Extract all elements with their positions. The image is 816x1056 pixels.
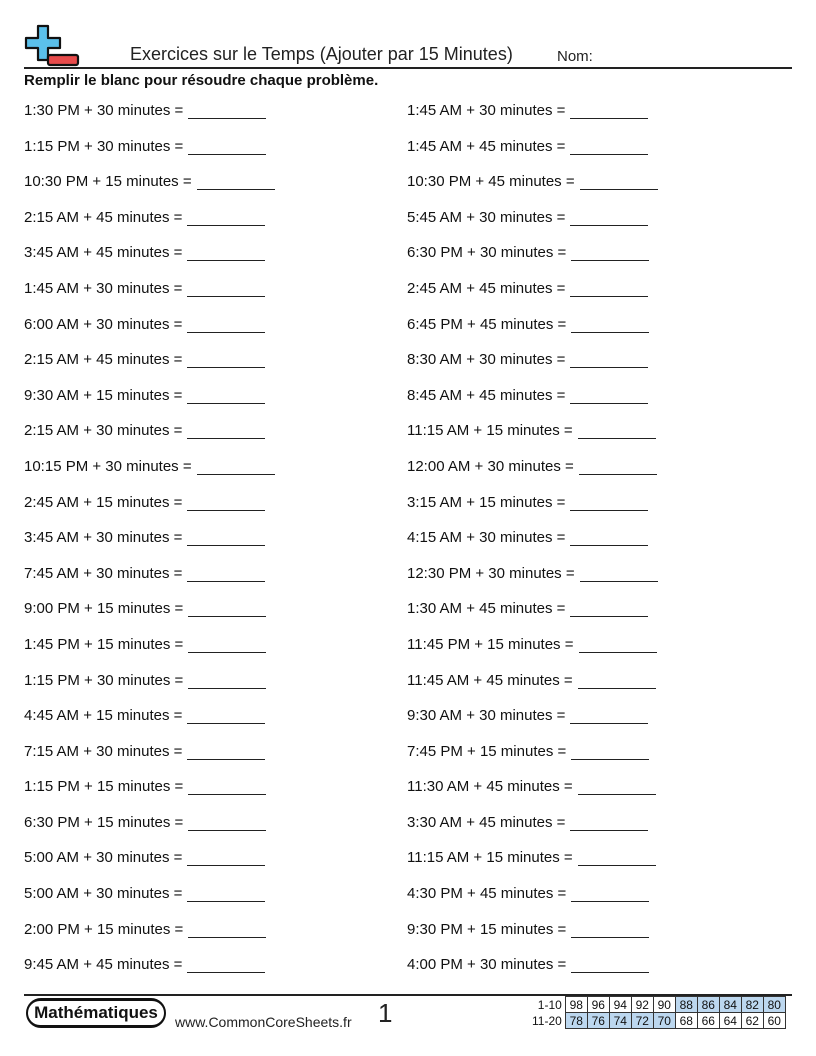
problem-text: 7:45 AM + 30 minutes = bbox=[24, 564, 183, 582]
problem-left bbox=[24, 529, 265, 546]
problem-row bbox=[24, 596, 792, 632]
answer-blank[interactable] bbox=[187, 707, 265, 724]
problem-right bbox=[407, 458, 657, 475]
instructions: Remplir le blanc pour résoudre chaque problème. bbox=[24, 72, 379, 89]
problem-text: 5:00 AM + 30 minutes = bbox=[24, 885, 183, 903]
answer-blank[interactable] bbox=[187, 529, 265, 546]
problem-right bbox=[407, 565, 658, 582]
problem-text: 4:00 PM + 30 minutes = bbox=[407, 956, 567, 974]
problem-text: 1:15 PM + 15 minutes = bbox=[24, 778, 184, 796]
problem-text: 11:45 AM + 45 minutes = bbox=[407, 671, 573, 689]
page-title: Exercices sur le Temps (Ajouter par 15 Minutes) bbox=[130, 44, 513, 64]
answer-blank[interactable] bbox=[579, 636, 657, 653]
score-row bbox=[530, 997, 785, 1013]
page-number: 1 bbox=[378, 998, 393, 1028]
problem-row bbox=[24, 632, 792, 668]
problem-row bbox=[24, 774, 792, 810]
problem-list bbox=[24, 98, 792, 988]
answer-blank[interactable] bbox=[570, 387, 648, 404]
problem-left bbox=[24, 565, 265, 582]
problem-text: 1:45 AM + 30 minutes = bbox=[24, 279, 183, 297]
problem-left bbox=[24, 778, 266, 795]
problem-text: 2:45 AM + 45 minutes = bbox=[407, 279, 566, 297]
problem-row bbox=[24, 668, 792, 704]
score-row-label: 1-10 bbox=[537, 997, 562, 1012]
answer-blank[interactable] bbox=[197, 173, 275, 190]
problem-text: 10:30 PM + 45 minutes = bbox=[407, 173, 575, 191]
problem-right bbox=[407, 387, 648, 404]
problem-text: 9:45 AM + 45 minutes = bbox=[24, 956, 183, 974]
problem-row bbox=[24, 169, 792, 205]
problem-text: 11:15 AM + 15 minutes = bbox=[407, 422, 573, 440]
problem-text: 6:45 PM + 45 minutes = bbox=[407, 315, 567, 333]
problem-row bbox=[24, 561, 792, 597]
answer-blank[interactable] bbox=[187, 209, 265, 226]
problem-row bbox=[24, 276, 792, 312]
answer-blank[interactable] bbox=[187, 244, 265, 261]
answer-blank[interactable] bbox=[571, 956, 649, 973]
problem-row bbox=[24, 312, 792, 348]
answer-blank[interactable] bbox=[571, 244, 649, 261]
problem-right bbox=[407, 956, 649, 973]
problem-row bbox=[24, 205, 792, 241]
problem-left bbox=[24, 102, 266, 119]
problem-row bbox=[24, 703, 792, 739]
answer-blank[interactable] bbox=[570, 209, 648, 226]
problem-text: 12:30 PM + 30 minutes = bbox=[407, 564, 575, 582]
problem-row bbox=[24, 952, 792, 988]
problem-row bbox=[24, 98, 792, 134]
answer-blank[interactable] bbox=[197, 458, 275, 475]
answer-blank[interactable] bbox=[570, 529, 648, 546]
problem-left bbox=[24, 209, 265, 226]
problem-row bbox=[24, 418, 792, 454]
problem-text: 10:15 PM + 30 minutes = bbox=[24, 457, 192, 475]
score-cell: 82 bbox=[741, 997, 763, 1013]
problem-text: 2:15 AM + 30 minutes = bbox=[24, 422, 183, 440]
problem-row bbox=[24, 881, 792, 917]
problem-row bbox=[24, 917, 792, 953]
answer-blank[interactable] bbox=[187, 885, 265, 902]
problem-right bbox=[407, 494, 648, 511]
problem-left bbox=[24, 422, 265, 439]
problem-text: 1:30 PM + 30 minutes = bbox=[24, 102, 184, 119]
answer-blank[interactable] bbox=[188, 138, 266, 155]
problem-row bbox=[24, 240, 792, 276]
problem-text: 4:45 AM + 15 minutes = bbox=[24, 707, 183, 725]
problem-text: 6:00 AM + 30 minutes = bbox=[24, 315, 183, 333]
answer-blank[interactable] bbox=[571, 885, 649, 902]
answer-blank[interactable] bbox=[188, 600, 266, 617]
score-table bbox=[530, 996, 786, 1029]
problem-text: 7:15 AM + 30 minutes = bbox=[24, 742, 183, 760]
answer-blank[interactable] bbox=[187, 280, 265, 297]
problem-left bbox=[24, 956, 265, 973]
answer-blank[interactable] bbox=[571, 921, 649, 938]
problem-row bbox=[24, 490, 792, 526]
answer-blank[interactable] bbox=[570, 814, 648, 831]
problem-left bbox=[24, 351, 265, 368]
site-url: www.CommonCoreSheets.fr bbox=[175, 1014, 352, 1030]
problem-right bbox=[407, 636, 657, 653]
score-cell: 60 bbox=[763, 1013, 785, 1029]
score-cell: 86 bbox=[697, 997, 719, 1013]
problem-text: 2:45 AM + 15 minutes = bbox=[24, 493, 183, 511]
answer-blank[interactable] bbox=[570, 280, 648, 297]
problem-row bbox=[24, 454, 792, 490]
problem-text: 4:15 AM + 30 minutes = bbox=[407, 529, 566, 547]
score-cell: 66 bbox=[697, 1013, 719, 1029]
answer-blank[interactable] bbox=[580, 565, 658, 582]
answer-blank[interactable] bbox=[578, 849, 656, 866]
problem-row bbox=[24, 383, 792, 419]
score-cell: 68 bbox=[675, 1013, 697, 1029]
problem-text: 9:30 PM + 15 minutes = bbox=[407, 920, 567, 938]
answer-blank[interactable] bbox=[188, 102, 266, 119]
problem-right bbox=[407, 422, 656, 439]
problem-text: 2:15 AM + 45 minutes = bbox=[24, 351, 183, 369]
problem-text: 6:30 PM + 15 minutes = bbox=[24, 813, 184, 831]
problem-left bbox=[24, 600, 266, 617]
problem-text: 4:30 PM + 45 minutes = bbox=[407, 885, 567, 903]
problem-text: 12:00 AM + 30 minutes = bbox=[407, 457, 574, 475]
problem-text: 8:30 AM + 30 minutes = bbox=[407, 351, 566, 369]
problem-left bbox=[24, 280, 265, 297]
problem-text: 9:00 PM + 15 minutes = bbox=[24, 600, 184, 618]
score-cell: 94 bbox=[609, 997, 631, 1013]
score-cell: 80 bbox=[763, 997, 785, 1013]
problem-row bbox=[24, 525, 792, 561]
problem-right bbox=[407, 351, 648, 368]
problem-right bbox=[407, 814, 648, 831]
problem-text: 1:45 PM + 15 minutes = bbox=[24, 635, 184, 653]
problem-text: 10:30 PM + 15 minutes = bbox=[24, 173, 192, 191]
answer-blank[interactable] bbox=[570, 707, 648, 724]
problem-text: 3:15 AM + 15 minutes = bbox=[407, 493, 566, 511]
score-cell: 64 bbox=[719, 1013, 741, 1029]
score-cell: 76 bbox=[587, 1013, 609, 1029]
score-row-label: 11-20 bbox=[532, 1013, 562, 1028]
problem-left bbox=[24, 244, 265, 261]
score-cell: 98 bbox=[565, 997, 587, 1013]
score-cell: 72 bbox=[631, 1013, 653, 1029]
problem-text: 1:15 PM + 30 minutes = bbox=[24, 137, 184, 155]
problem-text: 3:45 AM + 45 minutes = bbox=[24, 244, 183, 262]
answer-blank[interactable] bbox=[571, 743, 649, 760]
problem-left bbox=[24, 743, 265, 760]
problem-text: 1:45 AM + 45 minutes = bbox=[407, 137, 566, 155]
answer-blank[interactable] bbox=[570, 102, 648, 119]
problem-text: 9:30 AM + 15 minutes = bbox=[24, 386, 183, 404]
problem-left bbox=[24, 316, 265, 333]
answer-blank[interactable] bbox=[570, 600, 648, 617]
answer-blank[interactable] bbox=[188, 672, 266, 689]
problem-right bbox=[407, 102, 648, 119]
problem-left bbox=[24, 672, 266, 689]
problem-text: 2:15 AM + 45 minutes = bbox=[24, 208, 183, 226]
subject-badge-label: Mathématiques bbox=[28, 1001, 164, 1025]
header-divider bbox=[24, 67, 792, 69]
answer-blank[interactable] bbox=[187, 849, 265, 866]
problem-left bbox=[24, 387, 265, 404]
score-cell: 90 bbox=[653, 997, 675, 1013]
problem-right bbox=[407, 138, 648, 155]
answer-blank[interactable] bbox=[188, 778, 266, 795]
answer-blank[interactable] bbox=[570, 351, 648, 368]
score-cell: 96 bbox=[587, 997, 609, 1013]
problem-left bbox=[24, 921, 266, 938]
problem-right bbox=[407, 600, 648, 617]
problem-right bbox=[407, 743, 649, 760]
problem-left bbox=[24, 707, 265, 724]
answer-blank[interactable] bbox=[188, 921, 266, 938]
answer-blank[interactable] bbox=[187, 422, 265, 439]
answer-blank[interactable] bbox=[187, 743, 265, 760]
problem-left bbox=[24, 458, 275, 475]
problem-left bbox=[24, 636, 266, 653]
problem-right bbox=[407, 529, 648, 546]
answer-blank[interactable] bbox=[187, 387, 265, 404]
problem-text: 2:00 PM + 15 minutes = bbox=[24, 920, 184, 938]
problem-right bbox=[407, 707, 648, 724]
score-cell: 78 bbox=[565, 1013, 587, 1029]
problem-row bbox=[24, 845, 792, 881]
problem-right bbox=[407, 849, 656, 866]
problem-text: 9:30 AM + 30 minutes = bbox=[407, 707, 566, 725]
problem-text: 1:45 AM + 30 minutes = bbox=[407, 102, 566, 119]
name-label: Nom: bbox=[557, 48, 593, 65]
problem-text: 5:45 AM + 30 minutes = bbox=[407, 208, 566, 226]
answer-blank[interactable] bbox=[571, 316, 649, 333]
problem-text: 1:30 AM + 45 minutes = bbox=[407, 600, 566, 618]
problem-right bbox=[407, 280, 648, 297]
problem-text: 3:45 AM + 30 minutes = bbox=[24, 529, 183, 547]
problem-right bbox=[407, 672, 656, 689]
answer-blank[interactable] bbox=[570, 494, 648, 511]
score-cell: 70 bbox=[653, 1013, 675, 1029]
problem-left bbox=[24, 814, 266, 831]
problem-left bbox=[24, 885, 265, 902]
problem-right bbox=[407, 173, 658, 190]
problem-left bbox=[24, 494, 265, 511]
answer-blank[interactable] bbox=[578, 672, 656, 689]
problem-row bbox=[24, 810, 792, 846]
problem-row bbox=[24, 347, 792, 383]
score-cell: 88 bbox=[675, 997, 697, 1013]
plus-minus-icon bbox=[24, 24, 80, 68]
problem-right bbox=[407, 209, 648, 226]
problem-right bbox=[407, 244, 649, 261]
problem-row bbox=[24, 134, 792, 170]
score-cell: 62 bbox=[741, 1013, 763, 1029]
problem-text: 11:15 AM + 15 minutes = bbox=[407, 849, 573, 867]
answer-blank[interactable] bbox=[187, 565, 265, 582]
problem-text: 8:45 AM + 45 minutes = bbox=[407, 386, 566, 404]
problem-text: 1:15 PM + 30 minutes = bbox=[24, 671, 184, 689]
problem-right bbox=[407, 316, 649, 333]
problem-left bbox=[24, 173, 275, 190]
score-row bbox=[530, 1013, 785, 1029]
answer-blank[interactable] bbox=[187, 351, 265, 368]
problem-right bbox=[407, 778, 656, 795]
answer-blank[interactable] bbox=[579, 458, 657, 475]
answer-blank[interactable] bbox=[578, 422, 656, 439]
answer-blank[interactable] bbox=[578, 778, 656, 795]
problem-text: 11:30 AM + 45 minutes = bbox=[407, 778, 573, 796]
score-cell: 74 bbox=[609, 1013, 631, 1029]
score-cell: 84 bbox=[719, 997, 741, 1013]
subject-badge bbox=[26, 998, 166, 1028]
answer-blank[interactable] bbox=[187, 316, 265, 333]
answer-blank[interactable] bbox=[570, 138, 648, 155]
problem-row bbox=[24, 739, 792, 775]
problem-text: 6:30 PM + 30 minutes = bbox=[407, 244, 567, 262]
problem-left bbox=[24, 849, 265, 866]
answer-blank[interactable] bbox=[188, 636, 266, 653]
problem-text: 11:45 PM + 15 minutes = bbox=[407, 635, 574, 653]
problem-left bbox=[24, 138, 266, 155]
problem-text: 3:30 AM + 45 minutes = bbox=[407, 813, 566, 831]
answer-blank[interactable] bbox=[187, 494, 265, 511]
score-cell: 92 bbox=[631, 997, 653, 1013]
problem-text: 5:00 AM + 30 minutes = bbox=[24, 849, 183, 867]
problem-right bbox=[407, 885, 649, 902]
problem-right bbox=[407, 921, 649, 938]
problem-text: 7:45 PM + 15 minutes = bbox=[407, 742, 567, 760]
answer-blank[interactable] bbox=[188, 814, 266, 831]
answer-blank[interactable] bbox=[580, 173, 658, 190]
answer-blank[interactable] bbox=[187, 956, 265, 973]
